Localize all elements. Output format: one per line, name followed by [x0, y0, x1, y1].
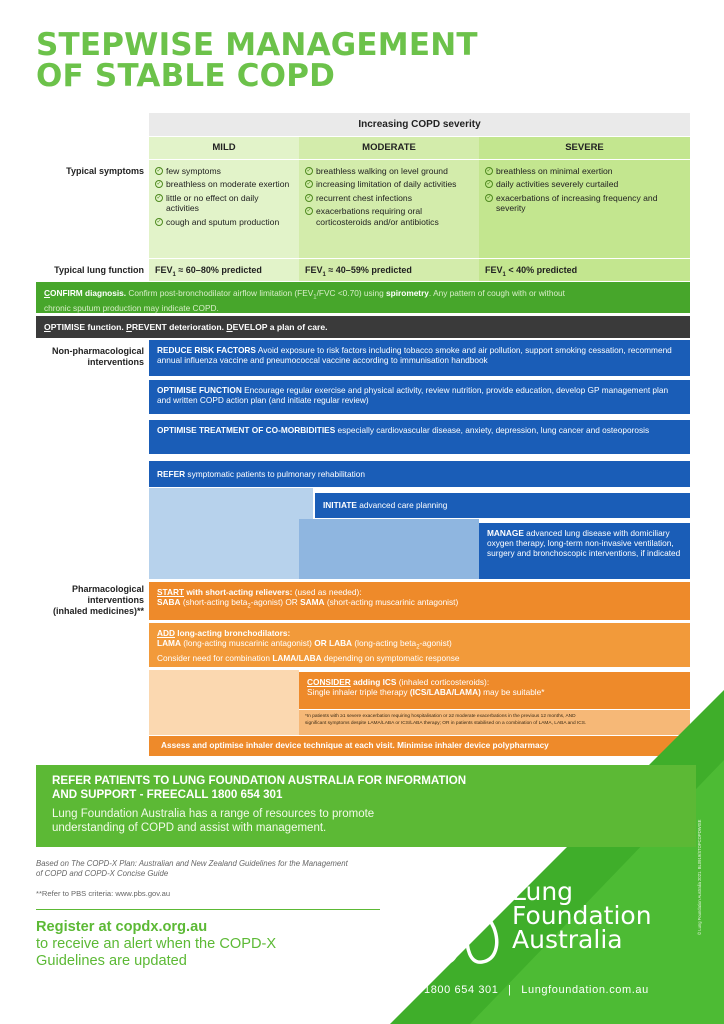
title-line-2: OF STABLE COPD [36, 58, 336, 94]
light-blue-fill [149, 488, 313, 579]
assess-inhaler-box: Assess and optimise inhaler device technique at each visit. Minimise inhaler device polypharmacy [149, 736, 690, 756]
reduce-risk-factors-box: REDUCE RISK FACTORS Avoid exposure to risk factors including tobacco smoke and air pollution, support smoking cessation, recommend annual influenza vaccine and pneumococcal vaccine according to immunisation handbook [149, 340, 690, 376]
lung-logo-icon [418, 856, 508, 971]
consider-ics-box: CONSIDER adding ICS (inhaled corticosteroids): Single inhaler triple therapy (ICS/LABA/LAMA) may be suitable* [299, 672, 690, 709]
check-circle-icon: ✓ [306, 208, 312, 215]
symptom-item: ✓ exacerbations requiring oral corticosteroids and/or antibiotics [306, 206, 439, 227]
row-label-pharm: Pharmacological interventions (inhaled medicines)** [52, 584, 144, 616]
symptoms-severe [479, 160, 690, 258]
page-title [36, 27, 636, 94]
mid-blue-fill [299, 519, 479, 579]
check-circle-icon: ✓ [306, 181, 312, 188]
symptom-item: ✓ breathless on moderate exertion [156, 179, 290, 190]
symptom-item: ✓ increasing limitation of daily activities [306, 179, 457, 190]
lung-function-mild: $FEV_1 \approx 60-80\%$ predicted [149, 259, 299, 281]
ics-footnote: *In patients with ≥1 severe exacerbation requiring hospitalisation or ≥2 moderate exacerbations in the previous 12 months, AND significant symptoms despite LAMA/LABA or ICS/LABA therapy; OR in patients stabilised on a combination of LAMA, LABA and ICS. [305, 714, 587, 726]
symptom-item: ✓ recurrent chest infections [306, 192, 413, 203]
optimise-treatment-box: OPTIMISE TREATMENT OF CO-MORBIDITIES especially cardiovascular disease, anxiety, depression, lung cancer and osteoporosis [149, 420, 690, 454]
contact-line [424, 984, 649, 996]
phone-number: 1800 654 301 [424, 984, 499, 996]
symptom-item: ✓ daily activities severely curtailed [486, 179, 619, 190]
logo-wordmark: Lung Foundation Australia [512, 877, 652, 954]
symptom-item: ✓ little or no effect on daily activities [156, 192, 259, 214]
lung-function-moderate: $FEV_1 \approx 40-59\%$ predicted [299, 259, 479, 281]
website-link[interactable]: Lungfoundation.com.au [521, 984, 649, 996]
manage-advanced-disease-box: MANAGE advanced lung disease with domiciliary oxygen therapy, long-term non-invasive ventilation, surgery and bronchoscopic interventions, if indicated [479, 523, 690, 579]
check-circle-icon: ✓ [156, 181, 162, 188]
based-on-note: Based on The COPD-X Plan: Australian and New Zealand Guidelines for the Management of COPD and COPD-X Concise Guide [36, 859, 348, 878]
register-note: Register at copdx.org.au to receive an alert when the COPD-X Guidelines are updated [36, 919, 277, 969]
optimise-function-box: OPTIMISE FUNCTION Encourage regular exercise and physical activity, review nutrition, provide education, develop GP management plan and written COPD action plan (and initiate regular review) [149, 380, 690, 414]
pbs-note: **Refer to PBS criteria: www.pbs.gov.au [36, 889, 171, 898]
severity-header: Increasing COPD severity [149, 113, 690, 136]
column-header-severe: SEVERE [479, 137, 690, 159]
check-circle-icon: ✓ [156, 218, 162, 225]
copyright-vertical: © Lung Foundation Australia 2021. BL0919/STOPCOPDWISE [697, 819, 702, 935]
confirm-line-2: chronic sputum production may indicate COPD. [44, 302, 219, 313]
column-header-moderate: MODERATE [299, 137, 479, 159]
title-line-1: STEPWISE MANAGEMENT [36, 27, 478, 63]
check-circle-icon: ✓ [306, 194, 312, 201]
row-label-symptoms: Typical symptoms [66, 166, 144, 176]
column-header-mild: MILD [149, 137, 299, 159]
start-relievers-box: START with short-acting relievers: (used as needed): SABA (short-acting beta$_2$-agonist) OR SAMA (short-acting muscarinic antagonist) [149, 582, 690, 620]
initiate-care-planning-box: INITIATE advanced care planning [315, 493, 690, 518]
row-label-non-pharm: Non-pharmacological interventions [51, 346, 144, 367]
symptom-item: ✓ few symptoms [156, 166, 221, 176]
check-circle-icon: ✓ [486, 181, 492, 188]
symptom-item: ✓ breathless walking on level ground [306, 166, 448, 176]
symptoms-moderate [299, 160, 479, 258]
lung-function-severe: $FEV_1 < 40\%$ predicted [479, 259, 690, 281]
check-circle-icon: ✓ [486, 168, 492, 174]
opd-bar: OPTIMISE function. PREVENT deterioration. DEVELOP a plan of care. [36, 316, 690, 338]
confirm-line-1: CONFIRM diagnosis. Confirm post-bronchodilator airflow limitation ($FEV_1$/FVC <0.70) using spirometry. Any pattern of cough with or without [44, 288, 565, 301]
symptom-item: ✓ cough and sputum production [156, 216, 280, 227]
refer-rehab-box: REFER symptomatic patients to pulmonary rehabilitation [149, 461, 690, 487]
symptom-item: ✓ exacerbations of increasing frequency and severity [486, 192, 658, 214]
check-circle-icon: ✓ [156, 168, 162, 174]
light-orange-fill [149, 670, 299, 735]
row-label-lung-function: Typical lung function [54, 265, 144, 275]
symptom-item: ✓ breathless on minimal exertion [486, 166, 613, 176]
contact-separator: | [508, 984, 512, 996]
divider [36, 909, 380, 910]
check-circle-icon: ✓ [156, 194, 162, 201]
symptoms-mild [149, 160, 299, 258]
add-bronchodilators-box: ADD long-acting bronchodilators: LAMA (long-acting muscarinic antagonist) OR LABA (long-acting beta$_2$-agonist) Consider need for combination LAMA/LABA depending on symptomatic response [149, 623, 690, 667]
confirm-diagnosis-bar [36, 282, 690, 313]
check-circle-icon: ✓ [306, 168, 312, 174]
refer-banner: REFER PATIENTS TO LUNG FOUNDATION AUSTRALIA FOR INFORMATION AND SUPPORT - FREECALL 1800 654 301 Lung Foundation Australia has a range of resources to promote understanding of COPD and assist with management. [36, 765, 696, 847]
check-circle-icon: ✓ [486, 194, 492, 201]
